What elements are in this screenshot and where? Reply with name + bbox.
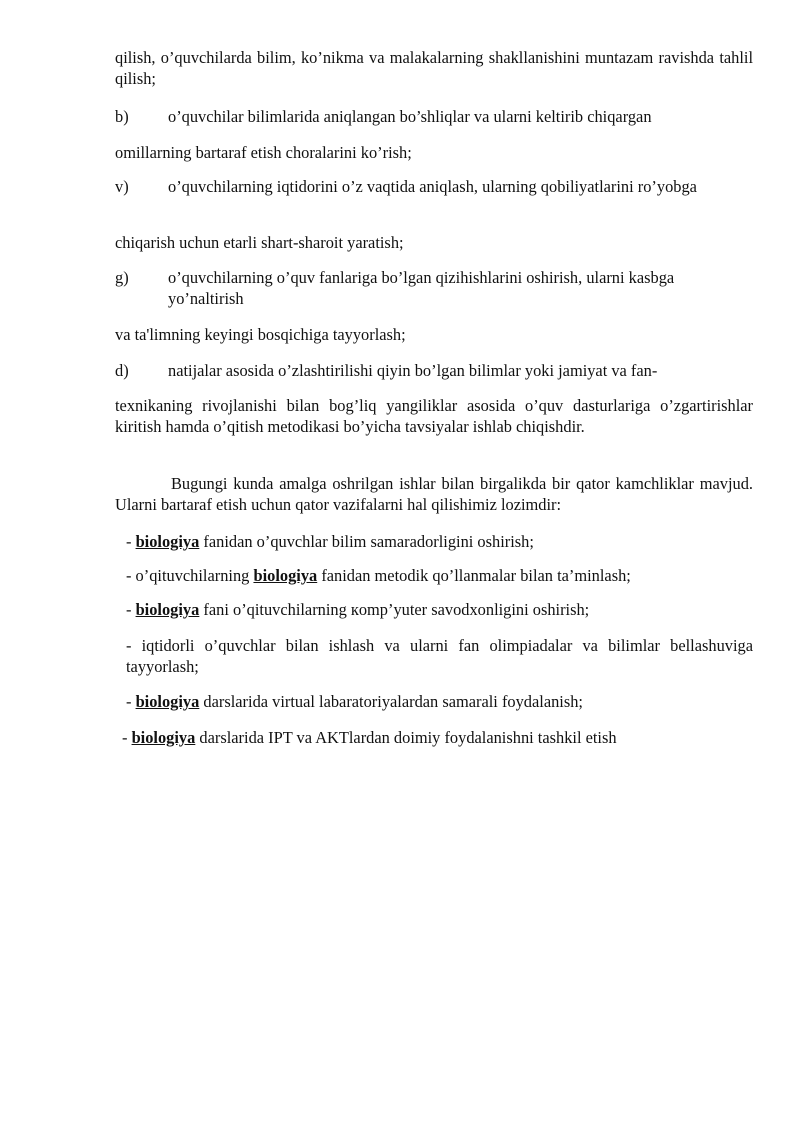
list-item-v <box>115 177 753 198</box>
list-marker: d) <box>115 361 129 380</box>
task-item <box>126 692 753 713</box>
task-text: - iqtidorli o’quvchlar bilan ishlash va ularni fan olimpiadalar va bilimlar bellashuviga tayyorlash; <box>126 636 753 676</box>
task-text: fanidan o’quvchlar bilim samaradorligini oshirish; <box>199 532 534 551</box>
task-text: darslarida IPT va AKTlardan doimiy foydalanishni tashkil etish <box>195 728 617 747</box>
task-item <box>126 532 753 553</box>
list-marker: v) <box>115 177 129 196</box>
intro-paragraph: qilish, o’quvchilarda bilim, ko’nikma va malakalarning shakllanishini muntazam ravishda tahlil qilish; <box>115 48 753 88</box>
task-item <box>126 636 753 677</box>
task-item <box>122 728 749 749</box>
list-item-text: natijalar asosida o’zlashtirilishi qiyin bo’lgan bilimlar yoki jamiyat va fan- <box>168 361 658 380</box>
task-text: darslarida virtual labaratoriyalardan samarali foydalanish; <box>199 692 583 711</box>
task-keyword: biologiya <box>253 566 318 585</box>
list-item-text: o’quvchilarning o’quv fanlariga bo’lgan qizihishlarini oshirish, ularni kasbga yo’naltirish <box>168 268 675 308</box>
list-item-v-continuation: chiqarish uchun etarli shart-sharoit yaratish; <box>115 233 404 252</box>
list-item-b-continuation: omillarning bartaraf etish choralarini ko’rish; <box>115 143 412 162</box>
list-item-b <box>115 107 753 128</box>
task-item <box>126 566 753 587</box>
task-prefix: - <box>126 532 136 551</box>
summary-paragraph: Bugungi kunda amalga oshrilgan ishlar bilan birgalikda bir qator kamchliklar mavjud. Ularni bartaraf etish uchun qator vazifalarni hal qilishimiz lozimdir: <box>115 474 753 514</box>
list-marker: g) <box>115 268 129 287</box>
task-keyword: biologiya <box>131 728 196 747</box>
task-prefix: - <box>126 692 136 711</box>
list-item-g-continuation: va ta'limning keyingi bosqichiga tayyorlash; <box>115 325 406 344</box>
task-keyword: biologiya <box>135 600 200 619</box>
task-keyword: biologiya <box>135 532 200 551</box>
task-prefix: - <box>122 728 132 747</box>
task-prefix: - o’qituvchilarning <box>126 566 254 585</box>
task-prefix: - <box>126 600 136 619</box>
list-item-text: o’quvchilarning iqtidorini o’z vaqtida aniqlash, ularning qobiliyatlarini ro’yobga <box>168 177 697 196</box>
list-marker: b) <box>115 107 129 126</box>
task-item <box>126 600 753 621</box>
list-item-d <box>115 361 753 382</box>
task-text: fanidan metodik qo’llanmalar bilan ta’minlash; <box>317 566 631 585</box>
list-item-d-continuation: texnikaning rivojlanishi bilan bog’liq yangiliklar asosida o’quv dasturlariga o’zgartirishlar kiritish hamda o’qitish metodikasi bo’yicha tavsiyalar ishlab chiqishdir. <box>115 396 753 436</box>
task-text: fani o’qituvchilarning кomp’yuter savodxonligini oshirish; <box>199 600 590 619</box>
task-keyword: biologiya <box>135 692 200 711</box>
list-item-text: o’quvchilar bilimlarida aniqlangan bo’shliqlar va ularni keltirib chiqargan <box>168 107 652 126</box>
list-item-g <box>115 268 753 309</box>
